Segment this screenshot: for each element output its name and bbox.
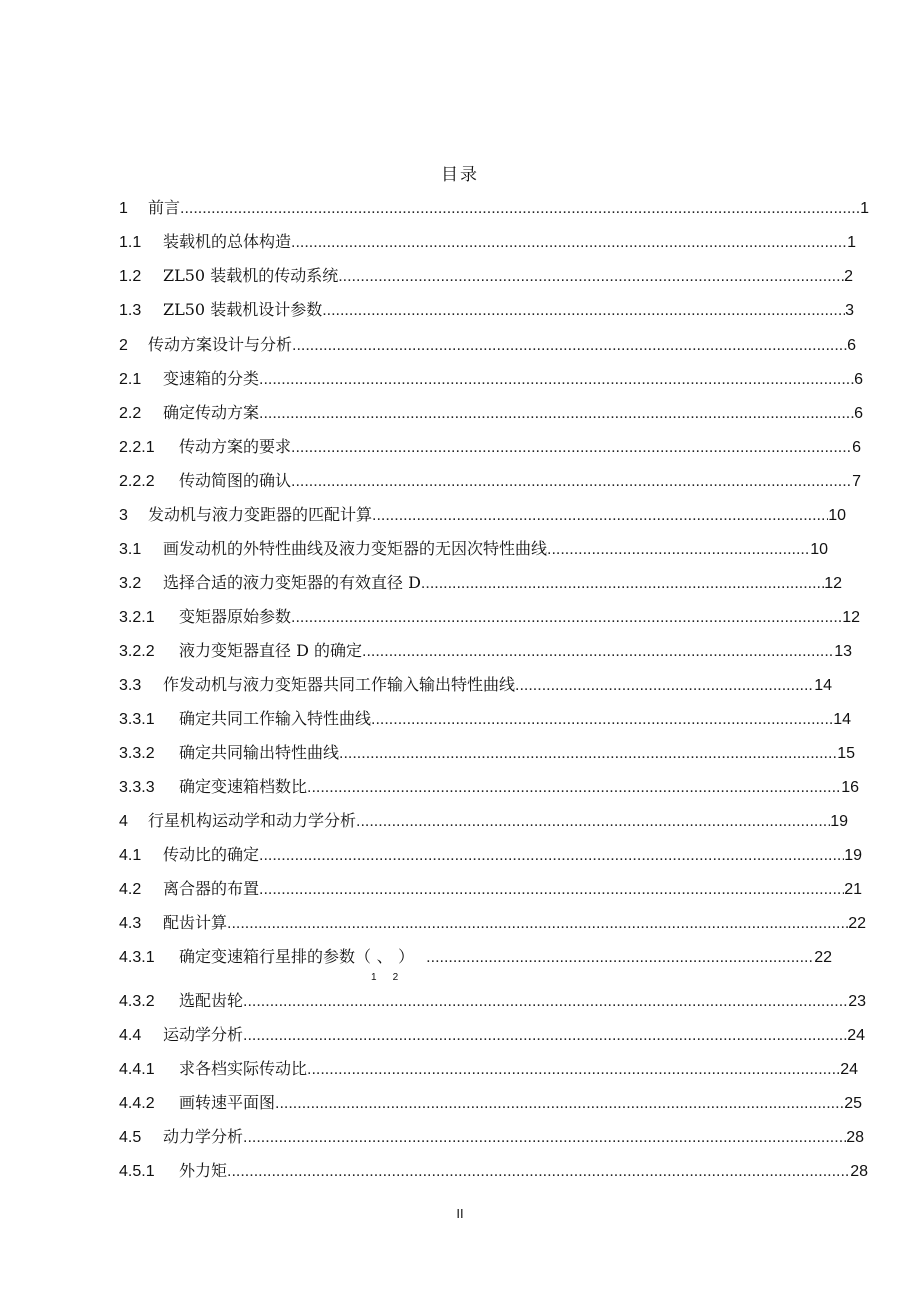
toc-number: 2.2.2 bbox=[119, 473, 155, 490]
toc-page: 15 bbox=[837, 745, 855, 762]
subscript-1: 1 bbox=[371, 972, 377, 983]
toc-leader bbox=[291, 607, 842, 629]
toc-title: 传动方案设计与分析 bbox=[148, 335, 293, 354]
toc-entry[interactable] bbox=[119, 504, 846, 527]
toc-page: 10 bbox=[810, 541, 828, 558]
toc-leader bbox=[243, 991, 848, 1013]
toc-leader bbox=[322, 300, 845, 322]
toc-leader bbox=[339, 743, 837, 765]
toc-number: 3.3.2 bbox=[119, 745, 155, 762]
toc-number: 4.4.2 bbox=[119, 1095, 155, 1112]
toc-number: 4.2 bbox=[119, 881, 142, 898]
toc-entry[interactable] bbox=[119, 470, 861, 493]
toc-leader bbox=[421, 573, 824, 595]
toc-entry[interactable] bbox=[119, 368, 863, 391]
toc-page: 6 bbox=[854, 405, 863, 422]
toc-leader bbox=[227, 1161, 850, 1183]
toc-title: 传动比的确定 bbox=[163, 845, 260, 864]
toc-title: 发动机与液力变距器的匹配计算 bbox=[148, 505, 373, 524]
toc-leader bbox=[291, 437, 852, 459]
toc-page: 23 bbox=[848, 993, 866, 1010]
toc-page: 16 bbox=[841, 779, 859, 796]
toc-number: 4.4.1 bbox=[119, 1061, 155, 1078]
toc-title: 选择合适的液力变矩器的有效直径 D bbox=[163, 573, 421, 592]
toc-leader bbox=[307, 1059, 840, 1081]
toc-number: 3.1 bbox=[119, 541, 142, 558]
toc-entry[interactable] bbox=[119, 265, 853, 288]
toc-page: 24 bbox=[840, 1061, 858, 1078]
toc-entry[interactable] bbox=[119, 708, 851, 731]
toc-leader bbox=[227, 913, 848, 935]
toc-page: 7 bbox=[852, 473, 861, 490]
toc-page: 22 bbox=[814, 949, 832, 966]
toc-number: 3.3.1 bbox=[119, 711, 155, 728]
toc-entry[interactable] bbox=[119, 1024, 865, 1047]
toc-page: 12 bbox=[842, 609, 860, 626]
toc-title: 液力变矩器直径 D 的确定 bbox=[179, 641, 363, 660]
toc-title: 画发动机的外特性曲线及液力变矩器的无因次特性曲线 bbox=[163, 539, 548, 558]
toc-page: 13 bbox=[834, 643, 852, 660]
toc-title: 行星机构运动学和动力学分析 bbox=[148, 811, 357, 830]
toc-title: 画转速平面图 bbox=[179, 1093, 276, 1112]
toc-number: 4.3.2 bbox=[119, 993, 155, 1010]
toc-page: 24 bbox=[847, 1027, 865, 1044]
toc-entry[interactable] bbox=[119, 674, 832, 697]
toc-entry[interactable] bbox=[119, 334, 856, 357]
toc-leader bbox=[292, 335, 847, 357]
toc-page: 6 bbox=[854, 371, 863, 388]
toc-entry[interactable] bbox=[119, 402, 863, 425]
toc-number: 3.2.1 bbox=[119, 609, 155, 626]
toc-number: 4.3 bbox=[119, 915, 142, 932]
toc-title: 传动简图的确认 bbox=[179, 471, 292, 490]
toc-number: 1.3 bbox=[119, 302, 142, 319]
toc-title: 外力矩 bbox=[179, 1161, 228, 1180]
toc-page: 6 bbox=[852, 439, 861, 456]
toc-leader bbox=[259, 845, 844, 867]
toc-title: ZL50 装载机的传动系统 bbox=[163, 266, 339, 285]
toc-leader bbox=[371, 709, 833, 731]
toc-entry[interactable] bbox=[119, 1126, 864, 1149]
toc-title: 求各档实际传动比 bbox=[179, 1059, 308, 1078]
toc-title: 配齿计算 bbox=[163, 913, 228, 932]
toc-title: 传动方案的要求 bbox=[179, 437, 292, 456]
toc-title-text: 确定变速箱行星排的参数（ bbox=[179, 947, 372, 966]
toc-title: 变矩器原始参数 bbox=[179, 607, 292, 626]
toc-number: 2.2 bbox=[119, 405, 142, 422]
toc-entry[interactable] bbox=[119, 990, 866, 1013]
toc-leader bbox=[259, 369, 854, 391]
toc-page: 14 bbox=[833, 711, 851, 728]
toc-number: 3.2.2 bbox=[119, 643, 155, 660]
toc-title-close: ） bbox=[398, 947, 415, 966]
toc-number: 4.5 bbox=[119, 1129, 142, 1146]
toc-page: 1 bbox=[847, 234, 856, 251]
toc-entry[interactable] bbox=[119, 572, 842, 595]
toc-number: 4 bbox=[119, 813, 128, 830]
toc-title: 装载机的总体构造 bbox=[163, 232, 292, 251]
toc-title: 前言 bbox=[148, 198, 181, 217]
toc-title: 变速箱的分类 bbox=[163, 369, 260, 388]
toc-leader bbox=[356, 811, 830, 833]
toc-number: 3.2 bbox=[119, 575, 142, 592]
toc-title: 离合器的布置 bbox=[163, 879, 260, 898]
toc-entry[interactable] bbox=[119, 1160, 868, 1183]
toc-entry[interactable] bbox=[119, 640, 852, 663]
toc-entry[interactable] bbox=[119, 878, 862, 901]
toc-title: 运动学分析 bbox=[163, 1025, 244, 1044]
toc-number: 2 bbox=[119, 337, 128, 354]
toc-leader bbox=[291, 232, 847, 254]
toc-entry[interactable] bbox=[119, 946, 832, 983]
toc-page: 6 bbox=[847, 337, 856, 354]
toc-title: 动力学分析 bbox=[163, 1127, 244, 1146]
toc-leader bbox=[338, 266, 844, 288]
toc-page: 28 bbox=[850, 1163, 868, 1180]
toc-entry[interactable] bbox=[119, 1058, 858, 1081]
toc-title: ZL50 装载机设计参数 bbox=[163, 300, 323, 319]
page-number: II bbox=[456, 1206, 464, 1221]
toc-page: 19 bbox=[844, 847, 862, 864]
toc-number: 4.5.1 bbox=[119, 1163, 155, 1180]
toc-entry[interactable] bbox=[119, 742, 855, 765]
toc-entry[interactable] bbox=[119, 606, 860, 629]
toc-leader bbox=[243, 1025, 847, 1047]
toc-page: 22 bbox=[848, 915, 866, 932]
toc-leader bbox=[259, 879, 844, 901]
toc-leader bbox=[259, 403, 854, 425]
toc-leader bbox=[291, 471, 852, 493]
toc-page: 3 bbox=[845, 302, 854, 319]
toc-page: 28 bbox=[846, 1129, 864, 1146]
toc-title: 作发动机与液力变矩器共同工作输入输出特性曲线 bbox=[163, 675, 516, 694]
toc-leader bbox=[180, 198, 860, 220]
toc-entry[interactable] bbox=[119, 776, 859, 799]
toc-number: 1.2 bbox=[119, 268, 142, 285]
page-title: 目录 bbox=[441, 165, 479, 185]
toc-number: 3.3.3 bbox=[119, 779, 155, 796]
toc-page: 25 bbox=[844, 1095, 862, 1112]
toc-title: 确定变速箱档数比 bbox=[179, 777, 308, 796]
toc-leader bbox=[275, 1093, 844, 1115]
toc-entry[interactable] bbox=[119, 231, 856, 254]
toc-page: 1 bbox=[860, 200, 869, 217]
toc-title: 选配齿轮 bbox=[179, 991, 244, 1010]
toc-title bbox=[179, 946, 415, 983]
toc-page: 21 bbox=[844, 881, 862, 898]
toc-number: 1 bbox=[119, 200, 128, 217]
toc-page: 2 bbox=[844, 268, 853, 285]
toc-entry[interactable] bbox=[119, 810, 848, 833]
toc-number: 2.2.1 bbox=[119, 439, 155, 456]
subscript-2: 2 bbox=[392, 972, 399, 983]
toc-leader bbox=[307, 777, 841, 799]
toc-entry[interactable] bbox=[119, 538, 828, 561]
toc-page: 14 bbox=[814, 677, 832, 694]
toc-leader bbox=[243, 1127, 846, 1149]
toc-number: 4.3.1 bbox=[119, 949, 155, 966]
toc-number: 4.1 bbox=[119, 847, 142, 864]
toc-title: 确定传动方案 bbox=[163, 403, 260, 422]
toc-entry[interactable] bbox=[119, 197, 869, 220]
toc-page: 12 bbox=[824, 575, 842, 592]
toc-leader bbox=[362, 641, 834, 663]
toc-entry[interactable] bbox=[119, 1092, 862, 1115]
toc-entry[interactable] bbox=[119, 299, 854, 322]
toc-number: 3.3 bbox=[119, 677, 142, 694]
toc-page: 10 bbox=[828, 507, 846, 524]
toc-title: 确定共同工作输入特性曲线 bbox=[179, 709, 372, 728]
toc-number: 4.4 bbox=[119, 1027, 142, 1044]
toc-leader bbox=[547, 539, 810, 561]
toc-leader bbox=[426, 947, 814, 969]
toc-number: 2.1 bbox=[119, 371, 142, 388]
toc-leader bbox=[372, 505, 828, 527]
separator: 、 bbox=[376, 947, 393, 966]
toc-number: 1.1 bbox=[119, 234, 142, 251]
toc-entry[interactable] bbox=[119, 844, 862, 867]
toc-number: 3 bbox=[119, 507, 128, 524]
toc-entry[interactable] bbox=[119, 912, 866, 935]
toc-entry[interactable] bbox=[119, 436, 861, 459]
toc-page: 19 bbox=[830, 813, 848, 830]
toc-title: 确定共同输出特性曲线 bbox=[179, 743, 340, 762]
toc-leader bbox=[515, 675, 814, 697]
